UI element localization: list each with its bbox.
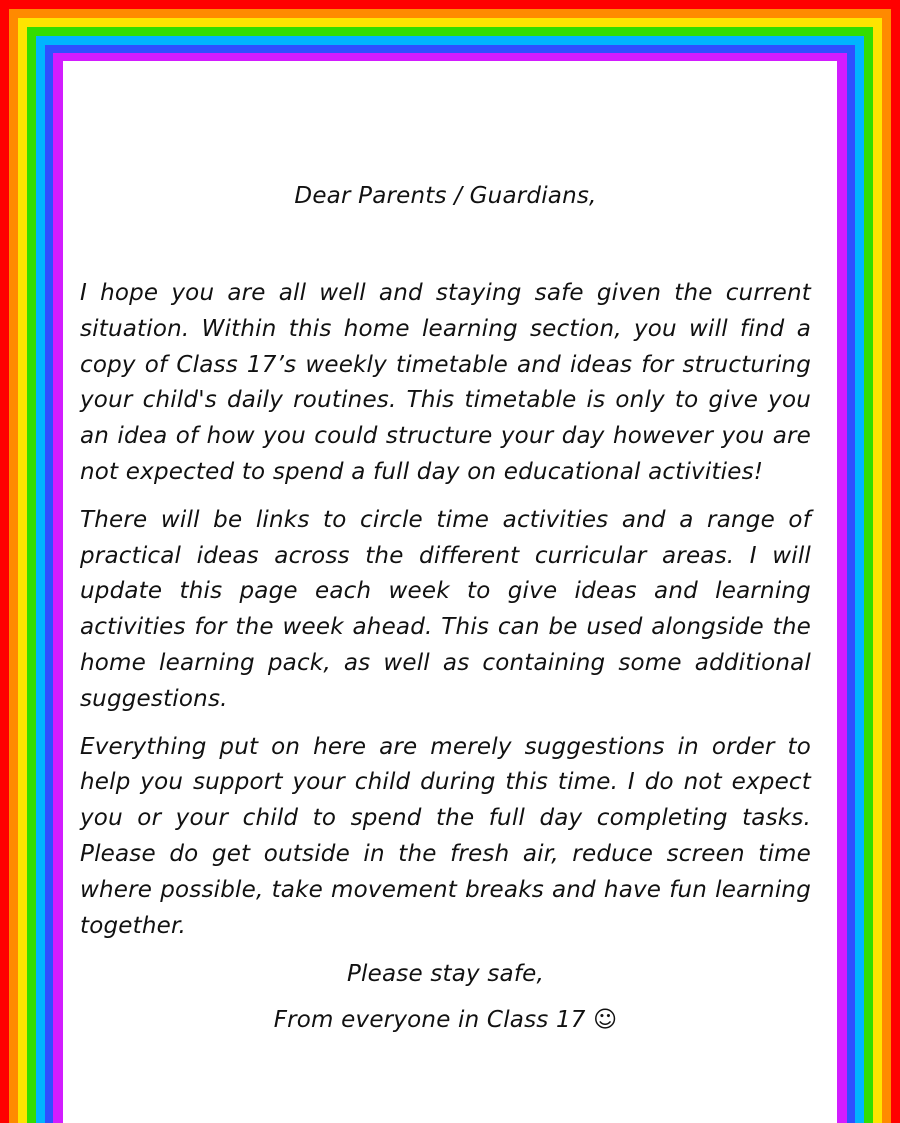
letter-signature: From everyone in Class 17 ☺ <box>273 1007 618 1034</box>
letter-paragraph-1: I hope you are all well and staying safe given the current situation. Within this home learning section, you will find a copy of Class 17’s weekly timetable and ideas for structuring your child's daily routines. This timetable is only to give you an idea of how you could structure your day however you are not expected to spend a full day on educational activities! <box>80 280 811 485</box>
letter-paragraph-3: Everything put on here are merely suggestions in order to help you support your child during this time. I do not expect you or your child to spend the full day completing tasks. Please do get outside in the fresh air, reduce screen time where possible, take movement breaks and have fun learning together. <box>80 733 811 939</box>
letter-paragraph-2: There will be links to circle time activities and a range of practical ideas across the different curricular areas. I will update this page each week to give ideas and learning activities for the week ahead. This can be used alongside the home learning pack, as well as containing some additional suggestions. <box>80 506 811 712</box>
letter-greeting: Dear Parents / Guardians, <box>294 183 597 209</box>
letter-closing-line-1: Please stay safe, <box>346 961 544 988</box>
letter-body <box>80 178 811 1048</box>
